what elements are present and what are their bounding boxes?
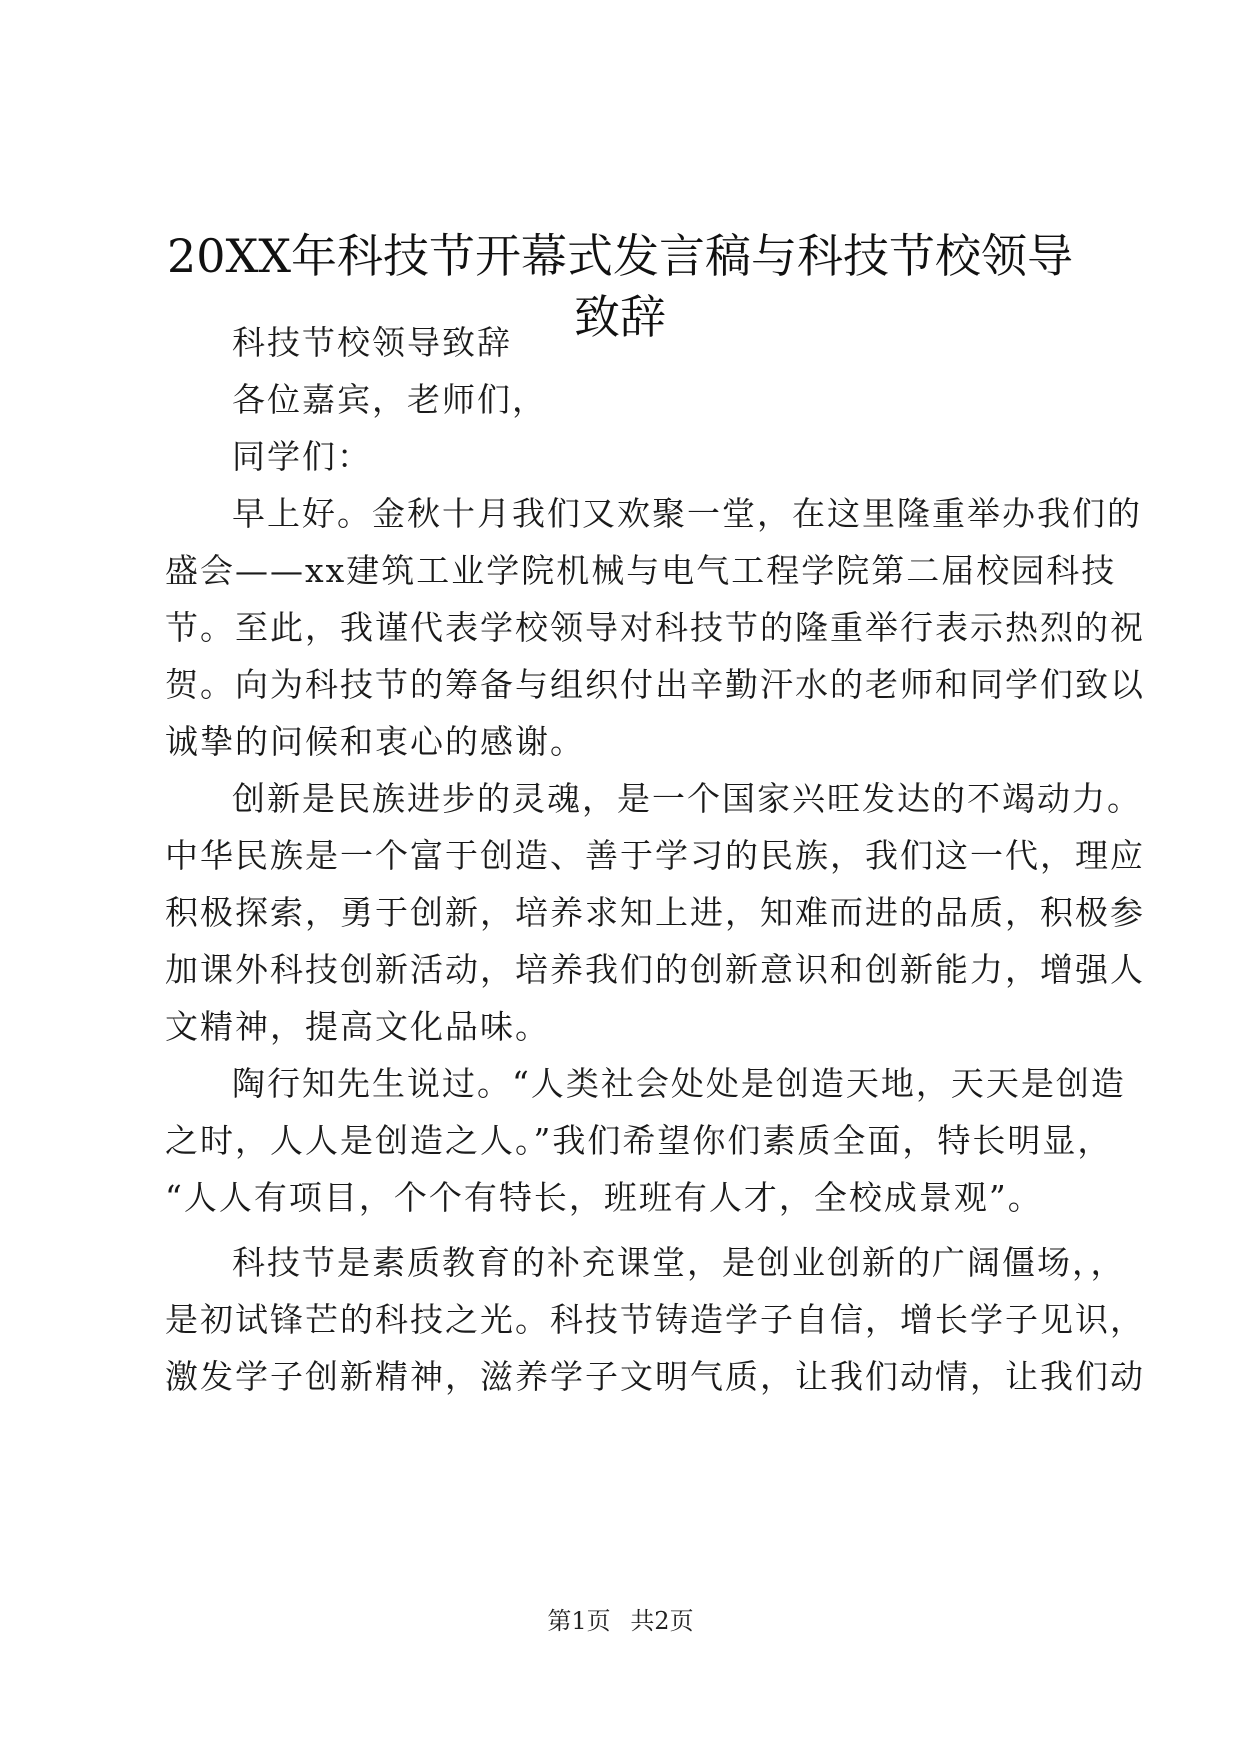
body-line: 积极探索，勇于创新，培养求知上进，知难而进的品质，积极参 [165,893,1145,932]
body-line: 文精神，提高文化品味。 [165,1007,550,1046]
body-line: 节。至此，我谨代表学校领导对科技节的隆重举行表示热烈的祝 [165,608,1145,647]
document-title-line-1: 20XX年科技节开幕式发言稿与科技节校领导 [166,229,1074,283]
body-line-salutation-1: 各位嘉宾，老师们， [232,380,547,419]
body-line: 早上好。金秋十月我们又欢聚一堂，在这里隆重举办我们的 [232,494,1142,533]
body-line: “人人有项目，个个有特长，班班有人才，全校成景观”。 [165,1178,1043,1217]
document-title-line-2: 致辞 [574,290,666,344]
page-number: 第1页 [547,1607,611,1635]
body-line: 中华民族是一个富于创造、善于学习的民族，我们这一代，理应 [165,836,1145,875]
page-footer [0,1606,1241,1636]
body-line: 盛会——xx建筑工业学院机械与电气工程学院第二届校园科技 [165,551,1117,590]
page-total: 共2页 [630,1607,694,1635]
body-line-salutation-2: 同学们： [232,437,372,476]
body-line: 激发学子创新精神，滋养学子文明气质，让我们动情，让我们动 [165,1357,1145,1396]
body-line: 科技节是素质教育的补充课堂，是创业创新的广阔僵场，， [232,1243,1126,1282]
body-line: 之时，人人是创造之人。”我们希望你们素质全面，特长明显， [165,1121,1113,1160]
body-line: 陶行知先生说过。“人类社会处处是创造天地，天天是创造 [232,1064,1126,1103]
body-line-heading: 科技节校领导致辞 [232,323,512,362]
body-line: 贺。向为科技节的筹备与组织付出辛勤汗水的老师和同学们致以 [165,665,1145,704]
body-line: 诚挚的问候和衷心的感谢。 [165,722,585,761]
body-line: 加课外科技创新活动，培养我们的创新意识和创新能力，增强人 [165,950,1145,989]
body-line: 创新是民族进步的灵魂，是一个国家兴旺发达的不竭动力。 [232,779,1142,818]
body-line: 是初试锋芒的科技之光。科技节铸造学子自信，增长学子见识， [165,1300,1145,1339]
